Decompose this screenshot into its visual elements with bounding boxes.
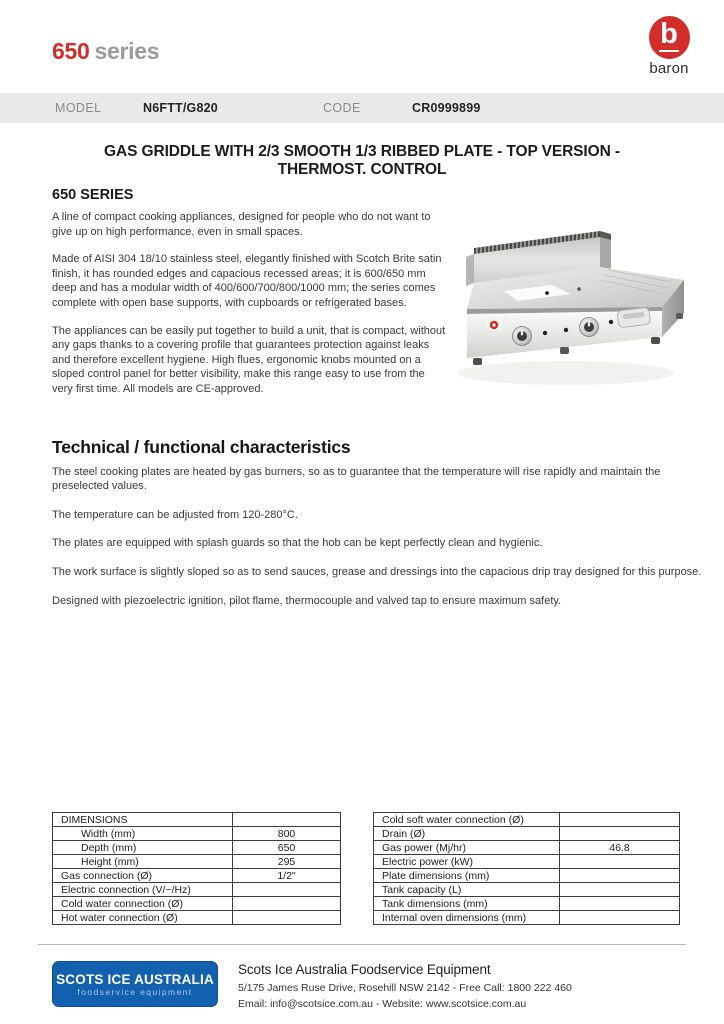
spec-label: Internal oven dimensions (mm)	[374, 911, 560, 925]
table-row	[374, 813, 680, 827]
dimensions-table	[52, 812, 341, 925]
spec-label: Cold water connection (Ø)	[53, 897, 233, 911]
technical-paragraph: The steel cooking plates are heated by gas burners, so as to guarantee that the temperature will rise rapidly and maintain the preselected values.	[52, 465, 661, 493]
table-row	[53, 841, 341, 855]
spec-value	[560, 813, 680, 827]
series-word: series	[94, 38, 160, 64]
footer-address: 5/175 James Ruse Drive, Rosehill NSW 2142 - Free Call: 1800 222 460	[238, 982, 572, 994]
series-number: 650	[52, 38, 90, 64]
baron-brand-name: baron	[649, 60, 689, 77]
technical-heading: Technical / functional characteristics	[52, 436, 351, 457]
document-footer	[38, 944, 686, 1012]
spec-label: Depth (mm)	[53, 841, 233, 855]
code-label: CODE	[323, 101, 361, 115]
spec-label: Width (mm)	[53, 827, 233, 841]
series-paragraph: A line of compact cooking appliances, designed for people who do not want to give up on high performance, even in small spaces.	[52, 211, 431, 238]
table-row	[53, 813, 341, 827]
spec-tables	[52, 812, 680, 925]
product-image	[448, 223, 708, 403]
spec-value	[560, 869, 680, 883]
baron-b-glyph: b	[660, 18, 678, 50]
product-title-line2: THERMOST. CONTROL	[277, 160, 447, 178]
spec-label: Hot water connection (Ø)	[53, 911, 233, 925]
spec-label: Electric connection (V/~/Hz)	[53, 883, 233, 897]
spec-label: Height (mm)	[53, 855, 233, 869]
spec-label: Electric power (kW)	[374, 855, 560, 869]
table-row	[374, 911, 680, 925]
spec-value	[560, 897, 680, 911]
series-description-text	[52, 187, 448, 410]
table-row	[53, 911, 341, 925]
footer-company-name: Scots Ice Australia Foodservice Equipment	[238, 962, 491, 977]
table-row	[53, 855, 341, 869]
product-title	[42, 143, 682, 178]
footer-contacts: Email: info@scotsice.com.au - Website: www.scotsice.com.au	[238, 997, 527, 1010]
series-heading: 650 SERIES	[52, 187, 134, 203]
connections-table	[373, 812, 680, 925]
spec-label: Tank capacity (L)	[374, 883, 560, 897]
table-row	[53, 897, 341, 911]
spec-value	[560, 911, 680, 925]
series-description-section	[0, 187, 724, 410]
series-paragraph: The appliances can be easily put together to build a unit, that is compact, without any gaps thanks to a covering profile that guarantees protection against leaks and therefore excellent hygiene. High flues, ergonomic knobs mounted on a sloped control panel for better visibility, make this range easy to use from the very first time. All models are CE-approved.	[52, 324, 446, 395]
scots-ice-logo-sub: foodservice equipment	[77, 986, 193, 997]
table-row	[53, 827, 341, 841]
spec-value	[560, 883, 680, 897]
spec-value	[560, 855, 680, 869]
spec-label: Cold soft water connection (Ø)	[374, 813, 560, 827]
series-paragraph: Made of AISI 304 18/10 stainless steel, elegantly finished with Scotch Brite satin finish, it has rounded edges and capacious recessed areas; it is 600/650 mm deep and has a modular width of 400/600/700/800/1000 mm; the series comes complete with open base supports, with cupboards or refrigerated bases.	[52, 253, 442, 309]
baron-logo	[640, 16, 698, 77]
technical-paragraph: The work surface is slightly sloped so as to send sauces, grease and dressings into the capacious drip tray designed for this purpose.	[52, 565, 702, 578]
table-row	[374, 897, 680, 911]
spec-value: 800	[233, 827, 341, 841]
technical-characteristics-section	[0, 437, 724, 609]
table-row	[374, 883, 680, 897]
technical-paragraph: The plates are equipped with splash guards so that the hob can be kept perfectly clean and hygienic.	[52, 537, 543, 550]
scots-ice-logo-main: SCOTS ICE AUSTRALIA	[56, 971, 214, 987]
table-row	[53, 869, 341, 883]
scots-ice-logo	[52, 961, 218, 1007]
spec-value	[233, 883, 341, 897]
spec-value: 1/2"	[233, 869, 341, 883]
spec-value	[233, 911, 341, 925]
griddle-illustration	[448, 223, 708, 403]
spec-value: 295	[233, 855, 341, 869]
spec-label: DIMENSIONS	[53, 813, 233, 827]
spec-value	[233, 813, 341, 827]
technical-paragraph: The temperature can be adjusted from 120-280°C.	[52, 508, 298, 521]
spec-label: Drain (Ø)	[374, 827, 560, 841]
page-title	[52, 38, 159, 65]
baron-logo-icon	[649, 16, 690, 59]
technical-paragraph: Designed with piezoelectric ignition, pilot flame, thermocouple and valved tap to ensure maximum safety.	[52, 594, 562, 607]
table-row	[374, 827, 680, 841]
code-value: CR0999899	[412, 101, 481, 115]
model-label: MODEL	[55, 101, 102, 115]
spec-value: 650	[233, 841, 341, 855]
footer-contact-block	[238, 961, 572, 1012]
spec-label: Gas power (Mj/hr)	[374, 841, 560, 855]
table-row	[374, 841, 680, 855]
table-row	[53, 883, 341, 897]
spec-label: Tank dimensions (mm)	[374, 897, 560, 911]
spec-value	[560, 827, 680, 841]
spec-value	[233, 897, 341, 911]
product-title-line1: GAS GRIDDLE WITH 2/3 SMOOTH 1/3 RIBBED PLATE - TOP VERSION -	[104, 143, 620, 160]
spec-label: Plate dimensions (mm)	[374, 869, 560, 883]
spec-label: Gas connection (Ø)	[53, 869, 233, 883]
model-value: N6FTT/G820	[143, 101, 218, 115]
table-row	[374, 855, 680, 869]
table-row	[374, 869, 680, 883]
model-code-bar	[0, 93, 724, 123]
document-header	[0, 0, 724, 93]
spec-value: 46.8	[560, 841, 680, 855]
